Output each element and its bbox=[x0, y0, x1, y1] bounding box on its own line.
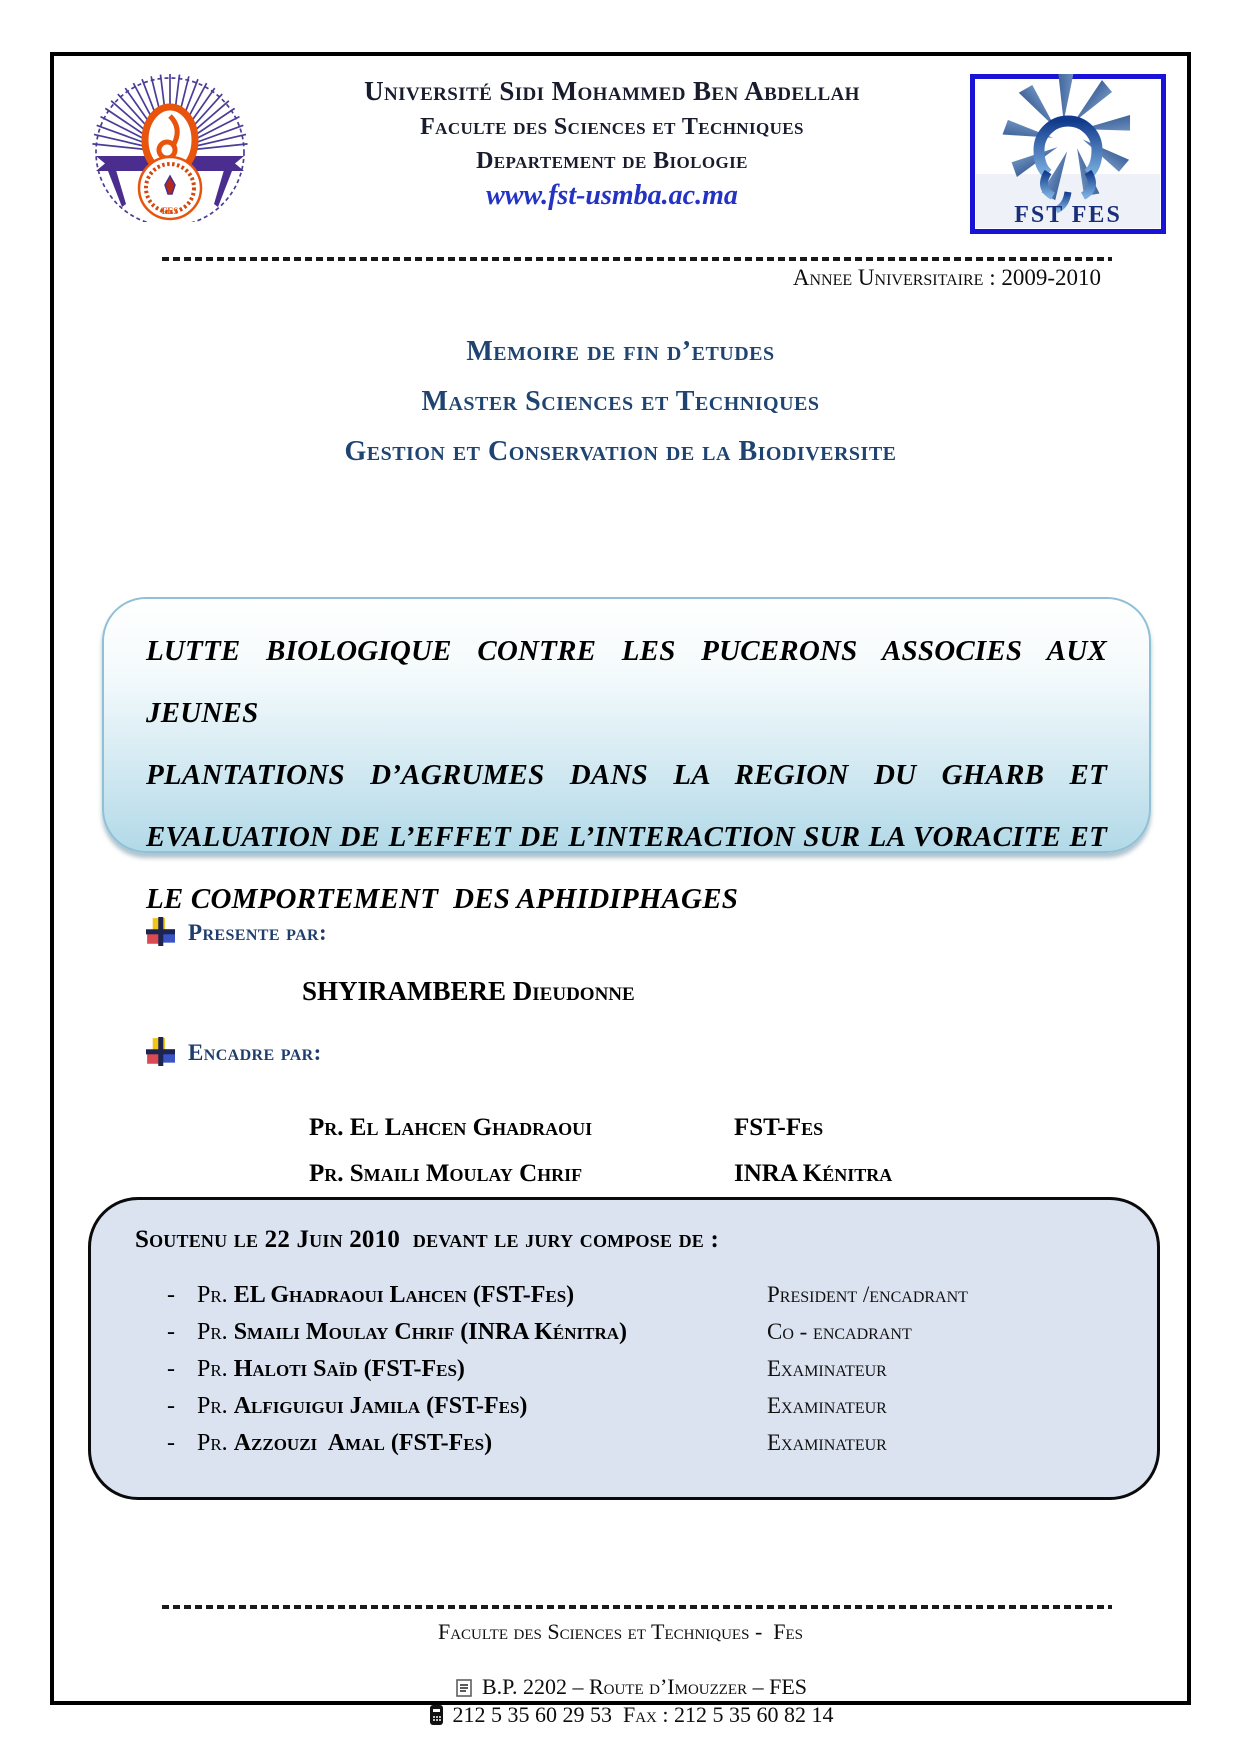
university-name: Université Sidi Mohammed Ben Abdellah bbox=[364, 76, 860, 106]
thesis-title-line-1: LUTTE BIOLOGIQUE CONTRE LES PUCERONS ASSOCIES AUX JEUNES bbox=[146, 635, 1115, 729]
thesis-title-line-2: PLANTATIONS D’AGRUMES DANS LA REGION DU GHARB ET bbox=[146, 759, 1107, 791]
jury-member-name: - Pr. Haloti Saïd (FST-Fes) bbox=[167, 1356, 465, 1382]
supervisor-1-name: Pr. El Lahcen Ghadraoui bbox=[309, 1114, 593, 1141]
thesis-title-line-3: EVALUATION DE L’EFFET DE L’INTERACTION SUR LA VORACITE ET bbox=[146, 821, 1107, 853]
jury-member-role: Co - encadrant bbox=[767, 1319, 912, 1344]
degree-line-speciality: Gestion et Conservation de la Biodiversite bbox=[344, 436, 897, 467]
jury-member-role: Examinateur bbox=[767, 1430, 887, 1455]
footer-divider-dashed bbox=[162, 1605, 1112, 1609]
jury-list bbox=[135, 1282, 1123, 1457]
jury-heading: Soutenu le 22 Juin 2010 devant le jury compose de : bbox=[135, 1226, 719, 1253]
crest-pen-left bbox=[108, 170, 126, 207]
department-name: Departement de Biologie bbox=[476, 148, 748, 174]
footer-phone-line: 212 5 35 60 29 53 Fax : 212 5 35 60 82 14 bbox=[54, 1676, 1187, 1754]
crest-caption: FES bbox=[161, 206, 179, 216]
colored-cross-bullet-icon bbox=[146, 1037, 175, 1066]
supervisor-2-name: Pr. Smaili Moulay Chrif bbox=[309, 1160, 583, 1187]
thesis-title-box bbox=[102, 597, 1151, 915]
jury-member-role: Examinateur bbox=[767, 1356, 887, 1381]
fst-fes-logo bbox=[970, 74, 1166, 234]
thesis-title-line-4: LE COMPORTEMENT DES APHIDIPHAGES bbox=[146, 883, 739, 915]
degree-line-master: Master Sciences et Techniques bbox=[421, 386, 820, 417]
supervisor-1-affiliation: FST-Fes bbox=[734, 1114, 824, 1141]
crest-pen-right bbox=[214, 170, 232, 207]
phone-icon bbox=[429, 1705, 444, 1725]
presented-by-label: Presente par: bbox=[188, 920, 328, 945]
university-crest-logo bbox=[84, 64, 256, 222]
colored-cross-bullet-icon bbox=[146, 917, 175, 946]
jury-member-name: - Pr. Smaili Moulay Chrif (INRA Kénitra) bbox=[167, 1319, 628, 1345]
website-link[interactable]: www.fst-usmba.ac.ma bbox=[486, 180, 738, 211]
supervisor-2-affiliation: INRA Kénitra bbox=[734, 1160, 893, 1187]
header-text-block bbox=[259, 76, 965, 212]
jury-member-name: - Pr. EL Ghadraoui Lahcen (FST-Fes) bbox=[167, 1282, 575, 1308]
jury-member-role: President /encadrant bbox=[767, 1282, 968, 1307]
candidate-name: SHYIRAMBERE Dieudonne bbox=[302, 976, 635, 1006]
footer-address-line: B.P. 2202 – Route d’Imouzzer – FES bbox=[54, 1648, 1187, 1726]
jury-member-name: - Pr. Azzouzi Amal (FST-Fes) bbox=[167, 1430, 493, 1456]
header-divider-dashed bbox=[162, 257, 1112, 261]
fst-logo-text: FST FES bbox=[1014, 202, 1122, 228]
jury-member-role: Examinateur bbox=[767, 1393, 887, 1418]
academic-year: Annee Universitaire : 2009-2010 bbox=[792, 265, 1101, 290]
jury-member-name: - Pr. Alfiguigui Jamila (FST-Fes) bbox=[167, 1393, 528, 1419]
supervised-by-label: Encadre par: bbox=[188, 1040, 322, 1065]
faculty-name: Faculte des Sciences et Techniques bbox=[420, 114, 804, 140]
page-border-frame bbox=[50, 52, 1191, 1727]
degree-line-memoire: Memoire de fin d’etudes bbox=[466, 336, 775, 367]
jury-box bbox=[88, 1197, 1160, 1500]
footer-faculty-line: Faculte des Sciences et Techniques - Fes bbox=[437, 1619, 804, 1644]
